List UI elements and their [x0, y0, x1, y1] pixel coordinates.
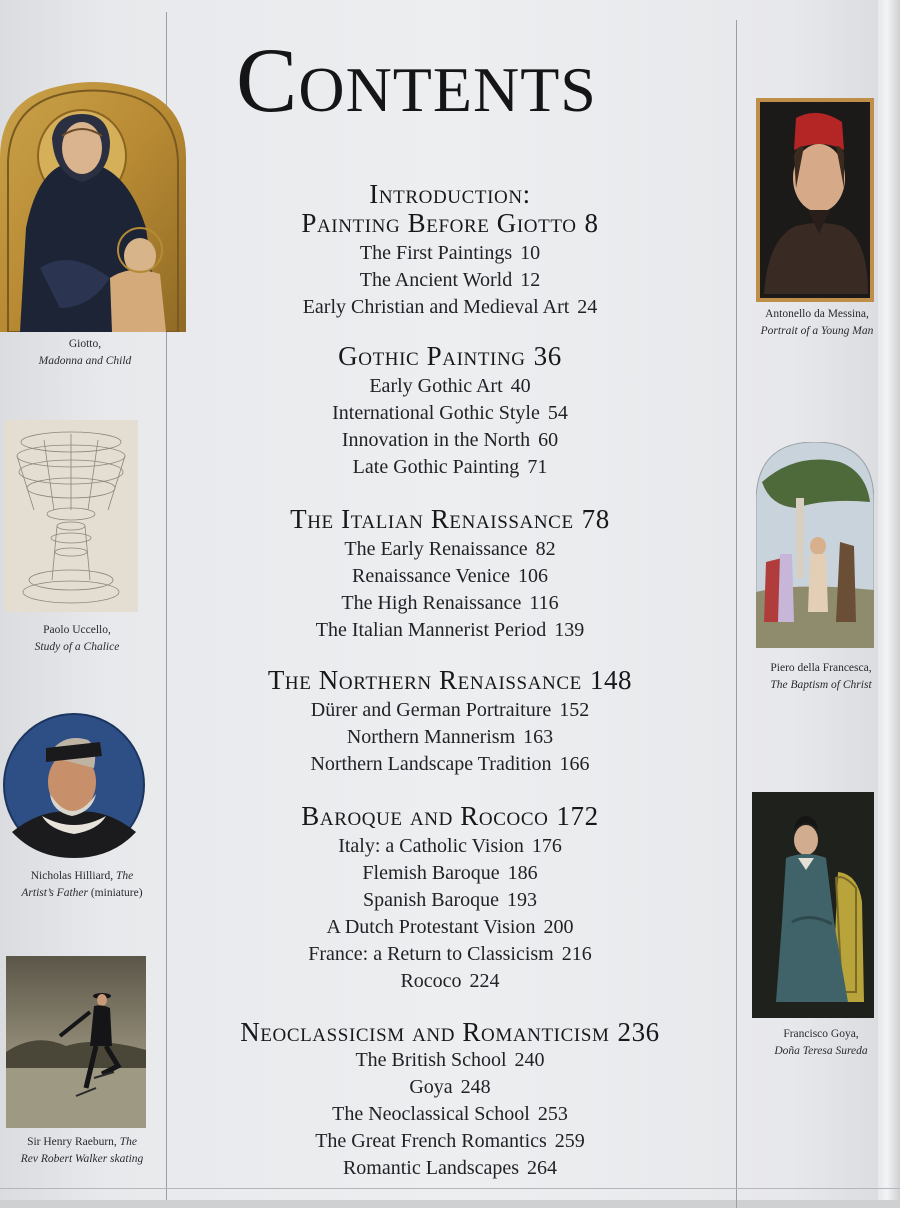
caption-work: Study of a Chalice	[34, 641, 120, 653]
right-column-divider	[736, 20, 737, 1208]
toc-entry-label: A Dutch Protestant Vision	[326, 916, 536, 938]
giotto-caption	[10, 336, 160, 370]
toc-entry-label: The First Paintings	[359, 242, 513, 264]
toc-entry-label: France: a Return to Classicism	[308, 943, 554, 965]
section-heading-line	[180, 802, 720, 831]
toc-entry-label: Goya	[409, 1076, 453, 1098]
section-heading-line	[180, 666, 720, 695]
section-heading-line	[180, 505, 720, 534]
caption-line2	[2, 885, 162, 902]
giotto-madonna-painting	[0, 78, 186, 332]
antonello-caption	[752, 306, 882, 340]
toc-entry-page: 24	[577, 296, 598, 318]
caption-work: Madonna and Child	[38, 355, 132, 367]
toc-entry-label: The High Renaissance	[341, 592, 522, 614]
toc-entry-page: 152	[559, 699, 590, 721]
toc-entry-page: 54	[547, 402, 568, 424]
toc-entry-label: The Italian Mannerist Period	[315, 619, 547, 641]
piero-baptism-painting	[756, 442, 874, 648]
toc-entry-page: 253	[537, 1103, 568, 1125]
toc-entry-page: 106	[517, 565, 548, 587]
goya-caption	[756, 1026, 886, 1060]
toc-entry	[180, 267, 720, 294]
section-heading-text: Gothic Painting	[338, 341, 526, 371]
toc-entry-label: Renaissance Venice	[352, 565, 510, 587]
toc-entry-label: The Early Renaissance	[344, 538, 528, 560]
toc-entry-page: 139	[554, 619, 585, 641]
caption-work-cont: Rev Robert Walker skating	[20, 1153, 144, 1165]
toc-entry-page: 200	[543, 916, 574, 938]
section-heading-line	[180, 1018, 720, 1047]
antonello-portrait-painting	[756, 98, 874, 302]
toc-entry-label: The British School	[355, 1049, 507, 1071]
toc-section-italian-renaissance	[180, 505, 720, 644]
toc-entry-page: 176	[531, 835, 562, 857]
section-page-number: 236	[617, 1017, 660, 1047]
toc-entry-page: 248	[460, 1076, 491, 1098]
goya-teresa-sureda-painting	[752, 792, 874, 1018]
toc-entry-label: Spanish Baroque	[362, 889, 500, 911]
toc-entry-label: Rococo	[400, 970, 462, 992]
toc-entry	[180, 617, 720, 644]
section-heading-text: Baroque and Rococo	[301, 801, 549, 831]
toc-entry-page: 224	[469, 970, 500, 992]
toc-entry	[180, 1155, 720, 1182]
toc-entry	[180, 373, 720, 400]
caption-work: Portrait of a Young Man	[760, 325, 874, 337]
toc-entry	[180, 1128, 720, 1155]
caption-work-cont: Artist’s Father	[21, 887, 88, 899]
caption-artist: Antonello da Messina,	[765, 308, 869, 320]
hilliard-caption	[2, 868, 162, 902]
toc-entry-label: Innovation in the North	[341, 429, 531, 451]
toc-entry	[180, 400, 720, 427]
caption-work: Doña Teresa Sureda	[774, 1045, 868, 1057]
toc-entry	[180, 833, 720, 860]
page-title: Contents	[236, 29, 597, 131]
toc-entry-label: Dürer and German Portraiture	[310, 699, 552, 721]
section-page-number: 172	[556, 801, 599, 831]
section-heading-text: The Northern Renaissance	[267, 665, 582, 695]
caption-work: The	[119, 1136, 137, 1148]
toc-entry	[180, 240, 720, 267]
caption-work: The	[116, 870, 134, 882]
section-heading-line2	[180, 209, 720, 238]
toc-entry-label: The Ancient World	[359, 269, 513, 291]
toc-entry-page: 82	[535, 538, 556, 560]
raeburn-skating-painting	[6, 956, 146, 1128]
toc-entry-label: Romantic Landscapes	[342, 1157, 520, 1179]
toc-entry-page: 240	[514, 1049, 545, 1071]
toc-entry-label: Early Christian and Medieval Art	[302, 296, 570, 318]
toc-entry	[180, 751, 720, 778]
toc-section-introduction	[180, 180, 720, 321]
toc-entry-label: Northern Mannerism	[346, 726, 516, 748]
toc-entry-page: 186	[507, 862, 538, 884]
toc-entry-page: 216	[561, 943, 592, 965]
section-heading-text: Neoclassicism and Romanticism	[240, 1017, 610, 1047]
toc-entry-label: Flemish Baroque	[362, 862, 500, 884]
toc-entry-page: 60	[538, 429, 559, 451]
toc-entry-label: Italy: a Catholic Vision	[338, 835, 524, 857]
section-page-number: 78	[581, 504, 610, 534]
toc-section-neoclassicism-romanticism	[180, 1018, 720, 1182]
toc-entry-page: 71	[527, 456, 548, 478]
toc-entry-label: Northern Landscape Tradition	[310, 753, 552, 775]
page-edge	[878, 0, 900, 1200]
toc-entry	[180, 941, 720, 968]
toc-entry-page: 264	[527, 1157, 558, 1179]
toc-entry-page: 166	[559, 753, 590, 775]
caption-work: The Baptism of Christ	[770, 679, 872, 691]
toc-entry-label: The Great French Romantics	[315, 1130, 547, 1152]
toc-entry-page: 10	[520, 242, 541, 264]
toc-entry	[180, 860, 720, 887]
caption-artist: Sir Henry Raeburn,	[27, 1136, 117, 1148]
section-page-number: 8	[584, 208, 599, 238]
toc-entry	[180, 724, 720, 751]
toc-entry	[180, 590, 720, 617]
section-heading-line	[180, 342, 720, 371]
toc-entry-page: 163	[523, 726, 554, 748]
toc-entry-page: 259	[554, 1130, 585, 1152]
toc-entry	[180, 1074, 720, 1101]
page-bottom-edge	[0, 1188, 900, 1189]
toc-section-gothic	[180, 342, 720, 481]
toc-entry	[180, 914, 720, 941]
section-heading-text: The Italian Renaissance	[290, 504, 574, 534]
caption-artist: Nicholas Hilliard,	[30, 870, 114, 882]
caption-artist: Piero della Francesca,	[770, 662, 872, 674]
toc-entry	[180, 697, 720, 724]
caption-line1	[2, 868, 162, 885]
caption-line1	[2, 1134, 162, 1151]
caption-note: (miniature)	[90, 887, 143, 899]
piero-caption	[756, 660, 886, 694]
toc-section-baroque-rococo	[180, 802, 720, 995]
toc-entry	[180, 1047, 720, 1074]
toc-entry-label: The Neoclassical School	[332, 1103, 530, 1125]
section-heading-text: Painting Before Giotto	[301, 208, 577, 238]
toc-entry-label: International Gothic Style	[332, 402, 540, 424]
toc-entry-page: 116	[529, 592, 559, 614]
caption-line2	[2, 1151, 162, 1168]
toc-entry	[180, 968, 720, 995]
toc-entry-page: 40	[510, 375, 531, 397]
raeburn-caption	[2, 1134, 162, 1168]
toc-entry	[180, 454, 720, 481]
toc-section-northern-renaissance	[180, 666, 720, 778]
hilliard-miniature-portrait	[2, 712, 146, 858]
toc-entry	[180, 563, 720, 590]
toc-entry	[180, 536, 720, 563]
toc-entry-label: Late Gothic Painting	[352, 456, 520, 478]
section-page-number: 36	[533, 341, 562, 371]
toc-entry	[180, 887, 720, 914]
caption-artist: Giotto,	[68, 338, 102, 350]
toc-entry-page: 193	[507, 889, 538, 911]
toc-entry	[180, 294, 720, 321]
toc-entry	[180, 1101, 720, 1128]
uccello-chalice-drawing	[4, 420, 138, 612]
section-page-number: 148	[589, 665, 633, 695]
toc-entry	[180, 427, 720, 454]
toc-entry-label: Early Gothic Art	[369, 375, 503, 397]
section-heading: Introduction:	[369, 179, 531, 209]
caption-artist: Paolo Uccello,	[43, 624, 111, 636]
toc-entry-page: 12	[520, 269, 541, 291]
uccello-caption	[2, 622, 152, 656]
caption-artist: Francisco Goya,	[783, 1028, 859, 1040]
